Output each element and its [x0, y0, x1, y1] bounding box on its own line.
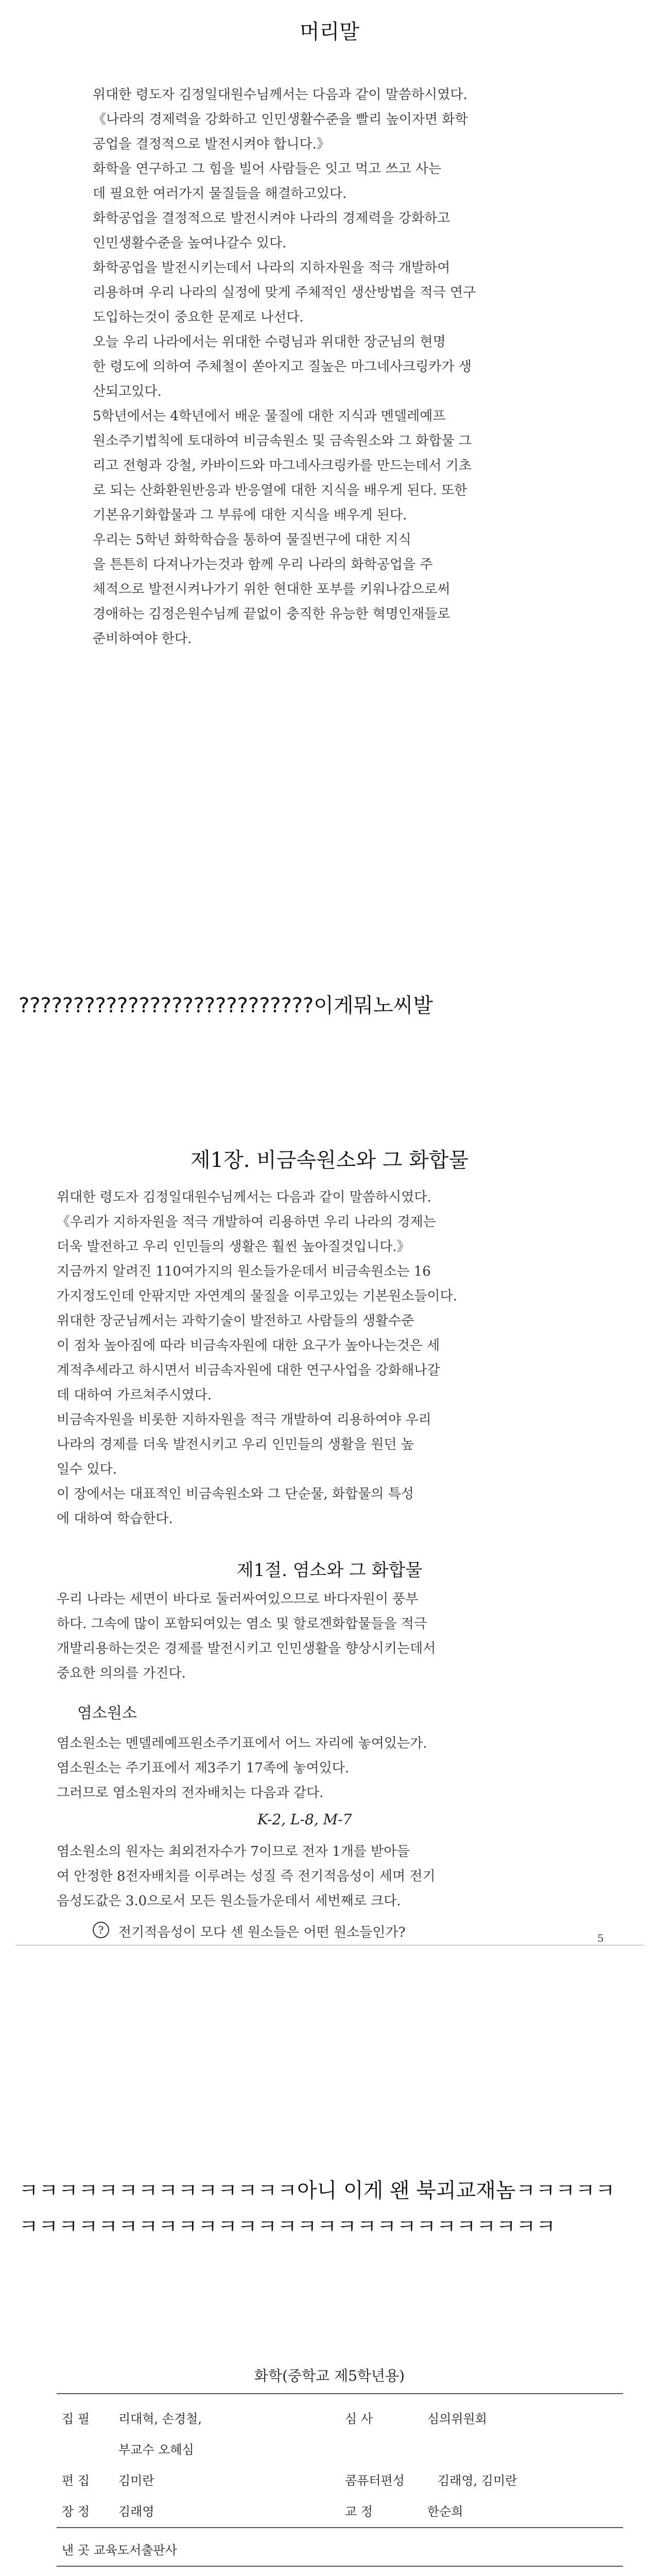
text-line: 리고 전형과 강철, 카바이드와 마그네사크링카를 만드는데서 기초 [93, 458, 472, 473]
text-line: 산되고있다. [93, 384, 162, 399]
question-icon: ? [93, 1922, 109, 1938]
text-line: 일수 있다. [57, 1462, 117, 1477]
textbook-preface-image [15, 0, 644, 762]
text-line: 위대한 령도자 김정일대원수님께서는 다음과 같이 말씀하시였다. [93, 87, 467, 103]
colophon-key: 콤퓨터편성 [345, 2473, 405, 2488]
text-line: 한 령도에 의하여 주체철이 쏟아지고 질높은 마그네사크링카가 생 [93, 359, 472, 375]
text-line: 인민생활수준을 높여나갈수 있다. [93, 235, 287, 251]
subsection-body [57, 1731, 633, 1805]
text-line: 비금속자원을 비롯한 지하자원을 적극 개발하여 리용하여야 우리 [57, 1412, 431, 1428]
text-line: 음성도값은 3.0으로서 모든 원소들가운데서 세번째로 크다. [57, 1893, 401, 1909]
chapter-intro [57, 1185, 633, 1531]
text-line: 데 필요한 여러가지 물질들을 해결하고있다. [93, 186, 347, 201]
post-text-line: ???????????????????????????이게뭐노씨발 [19, 994, 433, 1018]
colophon-key: 장 정 [62, 2504, 90, 2519]
colophon-value: 김미란 [118, 2473, 154, 2488]
colophon-value: 리대혁, 손경철, [118, 2412, 202, 2426]
text-line: 화학공업을 발전시키는데서 나라의 지하자원을 적극 개발하여 [93, 260, 450, 276]
text-line: 가지정도인데 안팎지만 자연계의 물질을 이루고있는 기본원소들이다. [57, 1289, 457, 1304]
text-line: 우리 나라는 세면이 바다로 둘러싸여있으므로 바다자원이 풍부 [57, 1591, 419, 1607]
post-text-line: ㅋㅋㅋㅋㅋㅋㅋㅋㅋㅋㅋㅋㅋㅋㅋㅋㅋㅋㅋㅋㅋㅋㅋㅋㅋㅋㅋ [19, 2215, 556, 2239]
colophon-rule [57, 2527, 623, 2528]
text-line: 《우리가 지하자원을 적극 개발하여 리용하면 우리 나라의 경제는 [57, 1214, 436, 1230]
text-line: 여 안정한 8전자배치를 이루려는 성질 즉 전기적음성이 세며 전기 [57, 1869, 436, 1884]
colophon-value: 심의위원회 [427, 2412, 487, 2426]
section-body [57, 1587, 633, 1686]
preface-body [93, 82, 608, 651]
text-line: 데 대하여 가르쳐주시였다. [57, 1387, 212, 1403]
subheading: 염소원소 [77, 1704, 137, 1722]
text-line: 위대한 장군님께서는 과학기술이 발전하고 사람들의 생활수준 [57, 1313, 414, 1329]
text-line: 5학년에서는 4학년에서 배운 물질에 대한 지식과 멘델레예프 [93, 409, 446, 424]
text-line: 원소주기법칙에 토대하여 비금속원소 및 금속원소와 그 화합물 그 [93, 433, 472, 449]
textbook-chapter-image [15, 1123, 644, 1958]
text-line: 개발리용하는것은 경제를 발전시키고 인민생활을 향상시키는데서 [57, 1641, 436, 1656]
text-line: 공업을 결정적으로 발전시켜야 합니다.》 [93, 137, 330, 152]
text-line: 중요한 의의를 가진다. [57, 1666, 186, 1681]
text-line: 체적으로 발전시켜나가기 위한 현대한 포부를 키워나감으로써 [93, 582, 450, 597]
text-line: 우리는 5학년 화학학습을 통하여 물질번구에 대한 지식 [93, 532, 411, 548]
text-line: 을 튼튼히 다져나가는것과 함께 우리 나라의 화학공업을 주 [93, 557, 433, 572]
colophon-value: 한순희 [427, 2504, 463, 2519]
text-line: 지금까지 알려진 110여가지의 원소들가운데서 비금속원소는 16 [57, 1264, 431, 1279]
text-line: 에 대하여 학습한다. [57, 1511, 173, 1527]
preface-title: 머리말 [300, 20, 359, 44]
text-line: 화학공업을 결정적으로 발전시켜야 나라의 경제력을 강화하고 [93, 211, 450, 226]
publisher: 낸 곳 교육도서출판사 [62, 2543, 177, 2557]
text-line: 오늘 우리 나라에서는 위대한 수령님과 위대한 장군님의 현명 [93, 334, 446, 350]
text-line: 로 되는 산화환원반응과 반응열에 대한 지식을 배우게 된다. 또한 [93, 483, 467, 498]
colophon-key: 편 집 [62, 2473, 90, 2488]
text-line: 더욱 발전하고 우리 인민들의 생활은 훨씬 높아질것입니다.》 [57, 1239, 410, 1255]
text-line: 그러므로 염소원자의 전자배치는 다음과 같다. [57, 1785, 324, 1801]
text-line: 하다. 그속에 많이 포함되여있는 염소 및 할로겐화합물들을 적극 [57, 1616, 427, 1632]
textbook-colophon-image [15, 2318, 644, 2576]
colophon-value: 김래영 [118, 2504, 154, 2519]
text-line: 이 점차 높아짐에 따라 비금속자원에 대한 요구가 높아나는것은 세 [57, 1338, 440, 1353]
colophon-key: 심 사 [345, 2412, 373, 2426]
book-title: 화학(중학교 제5학년용) [254, 2367, 405, 2384]
text-line: 경애하는 김정은원수님께 끝없이 충직한 유능한 혁명인재들로 [93, 606, 450, 622]
text-line: 계적추세라고 하시면서 비금속자원에 대한 연구사업을 강화해나갈 [57, 1363, 440, 1378]
chapter-title: 제1장. 비금속원소와 그 화합물 [190, 1148, 469, 1172]
text-line: 위대한 령도자 김정일대원수님께서는 다음과 같이 말씀하시였다. [57, 1190, 431, 1205]
colophon-value: 부교수 오혜심 [118, 2443, 194, 2457]
colophon-value: 김래영, 김미란 [438, 2473, 517, 2488]
text-line: 준비하여야 한다. [93, 631, 192, 647]
colophon-key: 교 정 [345, 2504, 373, 2519]
text-line: 화학을 연구하고 그 힘을 빌어 사람들은 잇고 먹고 쓰고 사는 [93, 161, 442, 177]
text-line: 《나라의 경제력을 강화하고 인민생활수준을 빨리 높이자면 화학 [93, 112, 468, 127]
text-line: 염소원소는 주기표에서 제3주기 17족에 놓여있다. [57, 1760, 350, 1776]
text-line: 리용하며 우리 나라의 실정에 맞게 주체적인 생산방법을 적극 연구 [93, 285, 476, 300]
subsection-body-2 [57, 1839, 633, 1913]
colophon-rule-top [57, 2393, 623, 2394]
text-line: 염소원소는 멘델레예프원소주기표에서 어느 자리에 놓여있는가. [57, 1736, 427, 1751]
colophon-rule [57, 2566, 623, 2567]
text-line: 나라의 경제를 더욱 발전시키고 우리 인민들의 생활을 원던 높 [57, 1437, 414, 1452]
electron-formula: K-2, L-8, M-7 [257, 1811, 352, 1828]
text-line: 염소원소의 원자는 최외전자수가 7이므로 전자 1개를 받아들 [57, 1844, 410, 1859]
post-text-line: ㅋㅋㅋㅋㅋㅋㅋㅋㅋㅋㅋㅋㅋㅋ아니 이게 왠 북괴교재놈ㅋㅋㅋㅋㅋ [19, 2179, 615, 2202]
text-line: 도입하는것이 중요한 문제로 나선다. [93, 310, 304, 325]
text-line: 기본유기화합물과 그 부류에 대한 지식을 배우게 된다. [93, 507, 407, 523]
section-title: 제1절. 염소와 그 화합물 [236, 1560, 423, 1581]
page-number: 5 [597, 1932, 604, 1944]
question-text: 전기적음성이 모다 센 원소들은 어떤 원소들인가? [118, 1925, 406, 1940]
colophon-key: 집 필 [62, 2412, 90, 2426]
text-line: 이 장에서는 대표적인 비금속원소와 그 단순물, 화합물의 특성 [57, 1486, 414, 1502]
